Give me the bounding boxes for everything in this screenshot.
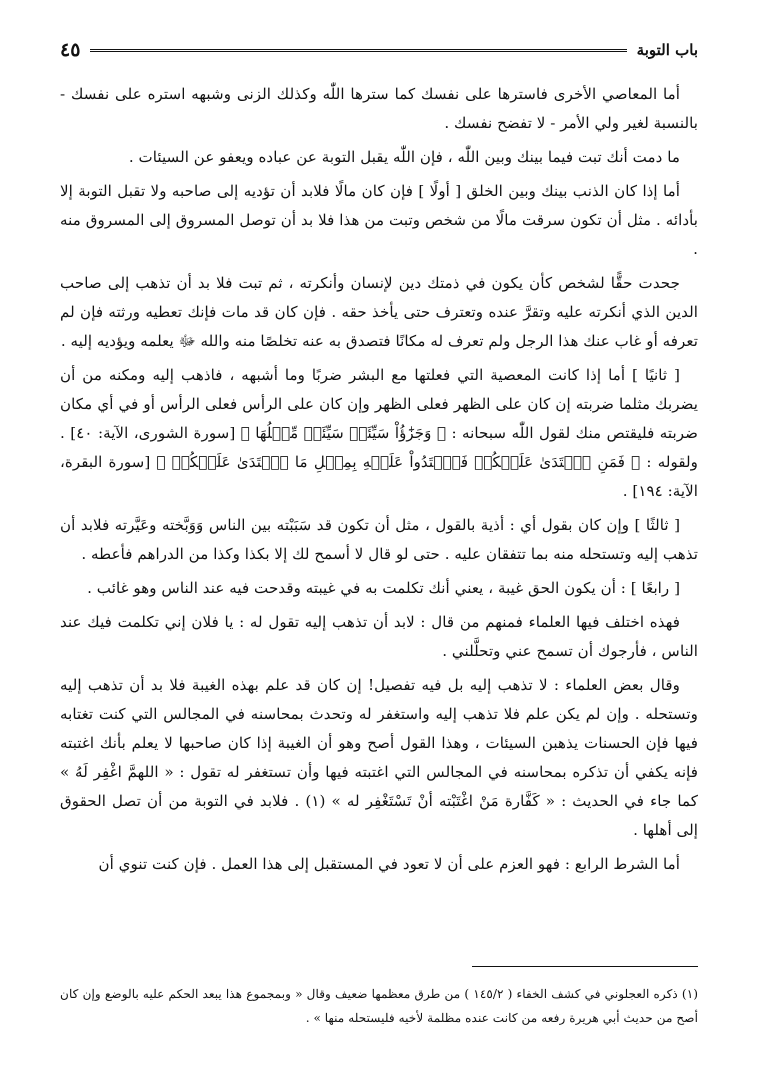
- page-header: [60, 36, 698, 64]
- footnote-separator: [472, 966, 698, 967]
- page-body: [60, 80, 698, 884]
- paragraph: جحدت حقًّا لشخص كأن يكون في ذمتك دين لإنسان وأنكرته ، ثم تبت فلا بد أن تذهب إلى صاحب الدين الذي أنكرته عليه وتقرَّ عنده وتعترف حتى يأخذ حقه . فإن كان قد مات فإنك تعطيه ورثته فإن لم تعرفه أو غاب عنك هذا الرجل ولم تعرف له مكانًا فتصدق به عنه تخلصًا منه والله ﷻ يعلمه ويؤديه إليه .: [60, 274, 698, 350]
- paragraph: أما المعاصي الأخرى فاسترها على نفسك كما سترها اللّٰه وكذلك الزنى وشبهه استره على نفسك - بالنسبة لغير ولي الأمر - لا تفضح نفسك .: [60, 85, 698, 132]
- page-number: ٤٥: [60, 39, 81, 61]
- paragraph: أما الشرط الرابع : فهو العزم على أن لا تعود في المستقبل إلى هذا العمل . فإن كنت تنوي أن: [98, 855, 680, 873]
- chapter-title: باب التوبة: [636, 41, 698, 59]
- paragraph: فهذه اختلف فيها العلماء فمنهم من قال : لابد أن تذهب إليه تقول له : يا فلان إني تكلمت فيك عند الناس ، فأرجوك أن تسمح عني وتحلَّلني .: [60, 613, 698, 660]
- paragraph: [ ثانيًا ] أما إذا كانت المعصية التي فعلتها مع البشر ضربًا وما أشبهه ، فاذهب إليه ومكنه من أن يضربك مثلما ضربته إن كان على الظهر فعلى الظهر وإن كان على الرأس فعلى الرأس أو في أي مكان ضربته فليقتص منك لقول اللّٰه سبحانه : ﴿ وَجَزَٰٓؤُاْ سَيِّئَةٖ سَيِّئَةٞ مِّثۡلُهَا ﴾ [سورة الشورى، الآية: ٤٠] . ولقوله : ﴿ فَمَنِ ٱعۡتَدَىٰ عَلَيۡكُمۡ فَٱعۡتَدُواْ عَلَيۡهِ بِمِثۡلِ مَا ٱعۡتَدَىٰ عَلَيۡكُمۡ ﴾ [سورة البقرة، الآية: ١٩٤] .: [60, 366, 698, 500]
- paragraph: ما دمت أنك تبت فيما بينك وبين اللّٰه ، فإن اللّٰه يقبل التوبة عن عباده ويعفو عن السيئات .: [128, 148, 680, 166]
- paragraph: [ رابعًا ] : أن يكون الحق غيبة ، يعني أنك تكلمت به في غيبته وقدحت فيه عند الناس وهو غائب .: [87, 579, 680, 597]
- paragraph: أما إذا كان الذنب بينك وبين الخلق [ أولًا ] فإن كان مالًا فلابد أن تؤديه إلى صاحبه ولا تقبل التوبة إلا بأدائه . مثل أن تكون سرقت مالًا من شخص وتبت من هذا فلا بد أن توصل المسروق إلى المسروق منه .: [60, 182, 698, 258]
- header-rule: [90, 49, 626, 52]
- paragraph: [ ثالثًا ] وإن كان بقول أي : أذية بالقول ، مثل أن تكون قد سَبَبْته بين الناس وَوَبَّخته وعَيَّرته فلابد أن تذهب إليه وتستحله منه بما تتفقان عليه . حتى لو قال لا أسمح لك إلا بكذا وكذا من الدراهم فأعطه .: [60, 516, 698, 563]
- paragraph: وقال بعض العلماء : لا تذهب إليه بل فيه تفصيل! إن كان قد علم بهذه الغيبة فلا بد أن تذهب إليه وتستحله . وإن لم يكن علم فلا تذهب إليه واستغفر له وتحدث بمحاسنه في المجالس التي كنت تغتابه فيها فإن الحسنات يذهبن السيئات ، وهذا القول أصح وهو أن الغيبة إذا كان صاحبها لا يعلم بأنك اغتبته فإنه يكفي أن تذكره بمحاسنه في المجالس التي اغتبته فيها وأن تستغفر له تقول : « اللهمَّ اغْفِر لَهُ » كما جاء في الحديث : « كَفَّارة مَنْ اغْتَبْته أنْ تَسْتَغْفِر له » (١) . فلابد في التوبة من أن تصل الحقوق إلى أهلها .: [60, 676, 698, 839]
- footnotes: [60, 982, 698, 1030]
- footnote: (١) ذكره العجلوني في كشف الخفاء ( ١٤٥/٢ ) من طرق معظمها ضعيف وقال « وبمجموع هذا يبعد الحكم عليه بالوضع وإن كان أصح من حديث أبي هريرة رفعه من كانت عنده مظلمة لأخيه فليستحله منها » .: [60, 987, 699, 1025]
